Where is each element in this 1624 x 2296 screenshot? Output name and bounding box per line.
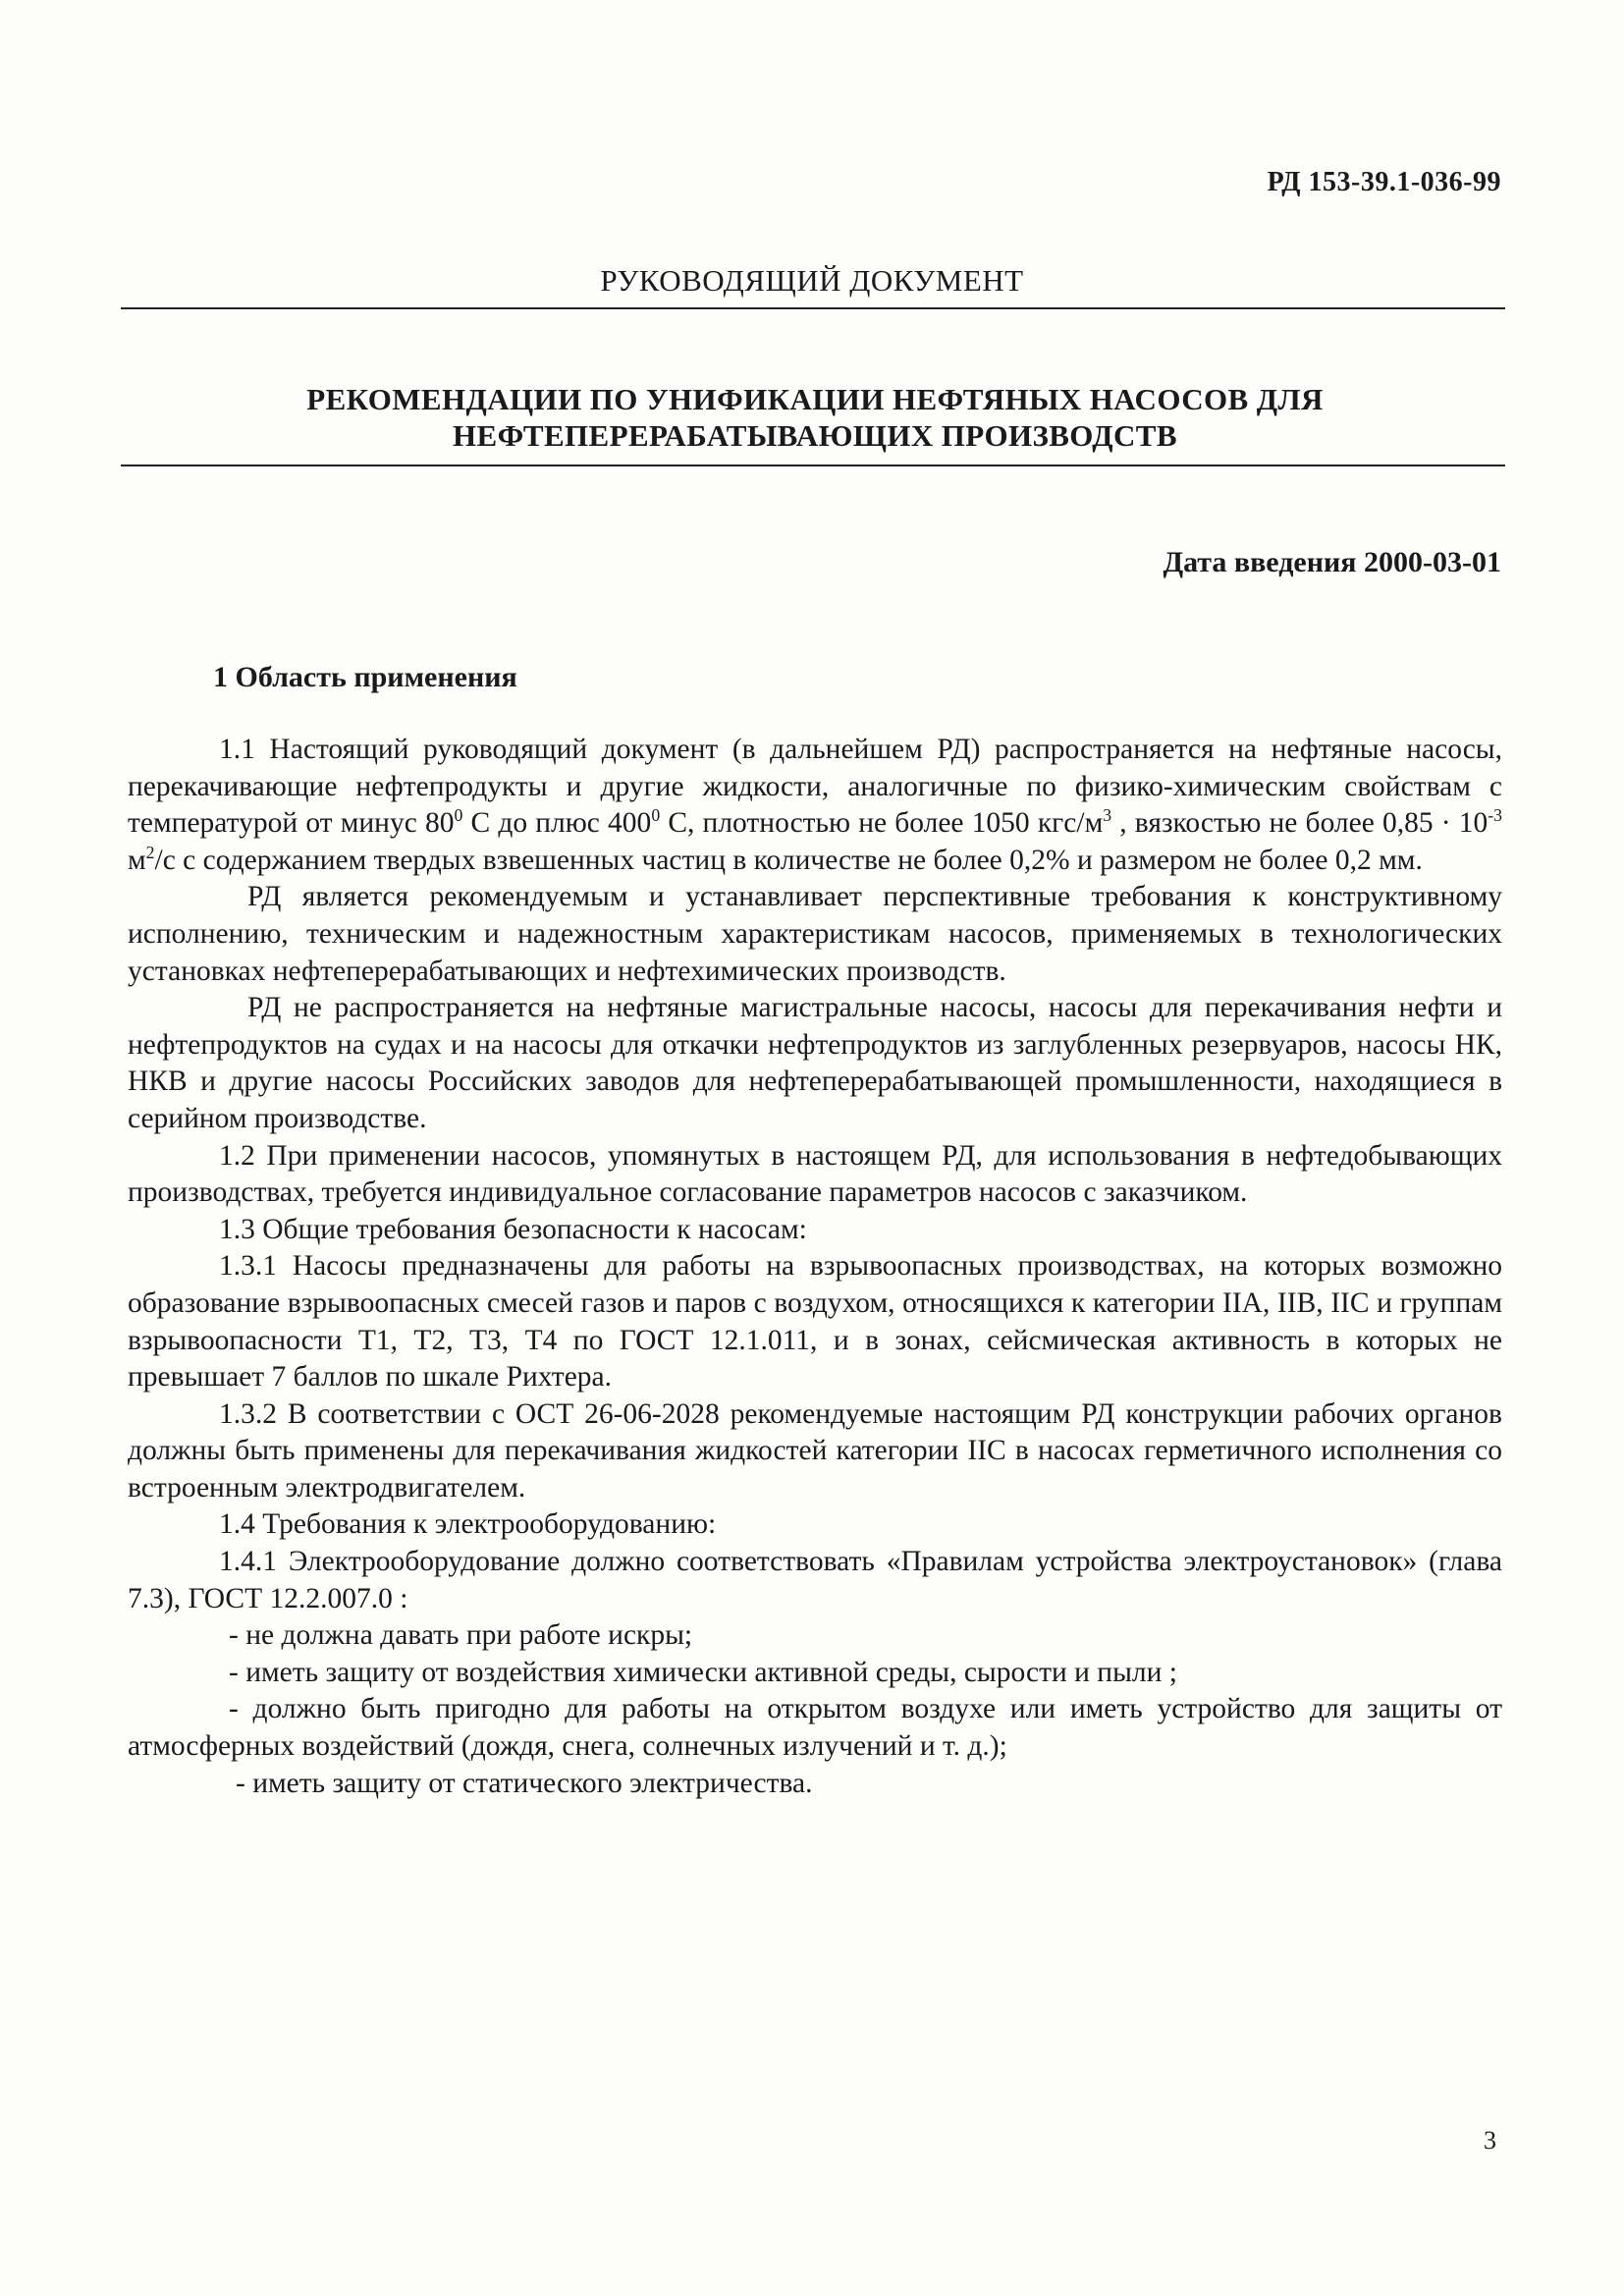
document-title [147, 381, 1483, 454]
paragraph-1-3: 1.3 Общие требования безопасности к насосам: [219, 1213, 807, 1245]
horizontal-rule-top [121, 307, 1505, 309]
list-item: - должно быть пригодно для работы на открытом воздухе или иметь устройство для защиты от атмосферных воздействий (дождя, снега, солнечных излучений и т. д.); [128, 1693, 1502, 1763]
document-type-heading: РУКОВОДЯЩИЙ ДОКУМЕНТ [600, 263, 1024, 298]
document-title-line-1: РЕКОМЕНДАЦИИ ПО УНИФИКАЦИИ НЕФТЯНЫХ НАСОСОВ ДЛЯ [306, 382, 1324, 416]
paragraph-rd-not-applicable: РД не распространяется на нефтяные магистральные насосы, насосы для перекачивания нефти и нефтепродуктов на судах и на насосы для откачки нефтепродуктов из заглубленных резервуаров, насосы НК, НКВ и другие насосы Российских заводов для нефтеперерабатывающей промышленности, находящиеся в серийном производстве. [128, 992, 1502, 1134]
horizontal-rule-bottom [121, 465, 1505, 466]
paragraph-1-4-1: 1.4.1 Электрооборудование должно соответствовать «Правилам устройства электроустановок» (глава 7.3), ГОСТ 12.2.007.0 : [128, 1546, 1502, 1614]
document-title-line-2: НЕФТЕПЕРЕРАБАТЫВАЮЩИХ ПРОИЗВОДСТВ [453, 418, 1177, 453]
section-body [128, 732, 1502, 1802]
paragraph-1-2: 1.2 При применении насосов, упомянутых в настоящем РД, для использования в нефтедобывающих производствах, требуется индивидуальное согласование параметров насосов с заказчиком. [128, 1139, 1502, 1209]
list-item: - иметь защиту от статического электричества. [236, 1767, 813, 1799]
page-number: 3 [1484, 2126, 1496, 2155]
introduction-date: Дата введения 2000-03-01 [1163, 546, 1501, 578]
list-item: - не должна давать при работе искры; [229, 1619, 693, 1652]
paragraph-1-4: 1.4 Требования к электрооборудованию: [219, 1508, 717, 1541]
paragraph-rd-recommended: РД является рекомендуемым и устанавливает перспективные требования к конструктивному исполнению, техническим и надежностным характеристикам насосов, применяемых в технологических установках нефтеперерабатывающих и нефтехимических производств. [128, 881, 1502, 987]
list-item: - иметь защиту от воздействия химически активной среды, сырости и пыли ; [229, 1656, 1177, 1688]
paragraph-1-1: 1.1 Настоящий руководящий документ (в дальнейшем РД) распространяется на нефтяные насосы, перекачивающие нефтепродукты и другие жидкости, аналогичные по физико-химическим свойствам с температурой от минус $80^0$ С до плюс $400^0$ С, плотностью не более 1050 кгс/$м^3$ , вязкостью не более $0,85 \cdot 10^{-3}$ $м^2/с$ с содержанием твердых взвешенных частиц в количестве не более 0,2% и размером не более 0,2 мм. [128, 734, 1503, 876]
paragraph-1-3-2: 1.3.2 В соответствии с ОСТ 26-06-2028 рекомендуемые настоящим РД конструкции рабочих органов должны быть применены для перекачивания жидкостей категории IIC в насосах герметичного исполнения со встроенным электродвигателем. [128, 1397, 1502, 1503]
document-code: РД 153-39.1-036-99 [1267, 167, 1501, 197]
section-heading: 1 Область применения [213, 661, 517, 693]
paragraph-1-3-1: 1.3.1 Насосы предназначены для работы на взрывоопасных производствах, на которых возможно образование взрывоопасных смесей газов и паров с воздухом, относящихся к категории IIA, IIB, IIC и группам взрывоопасности Т1, Т2, Т3, Т4 по ГОСТ 12.1.011, и в зонах, сейсмическая активность в которых не превышает 7 баллов по шкале Рихтера. [128, 1250, 1502, 1394]
